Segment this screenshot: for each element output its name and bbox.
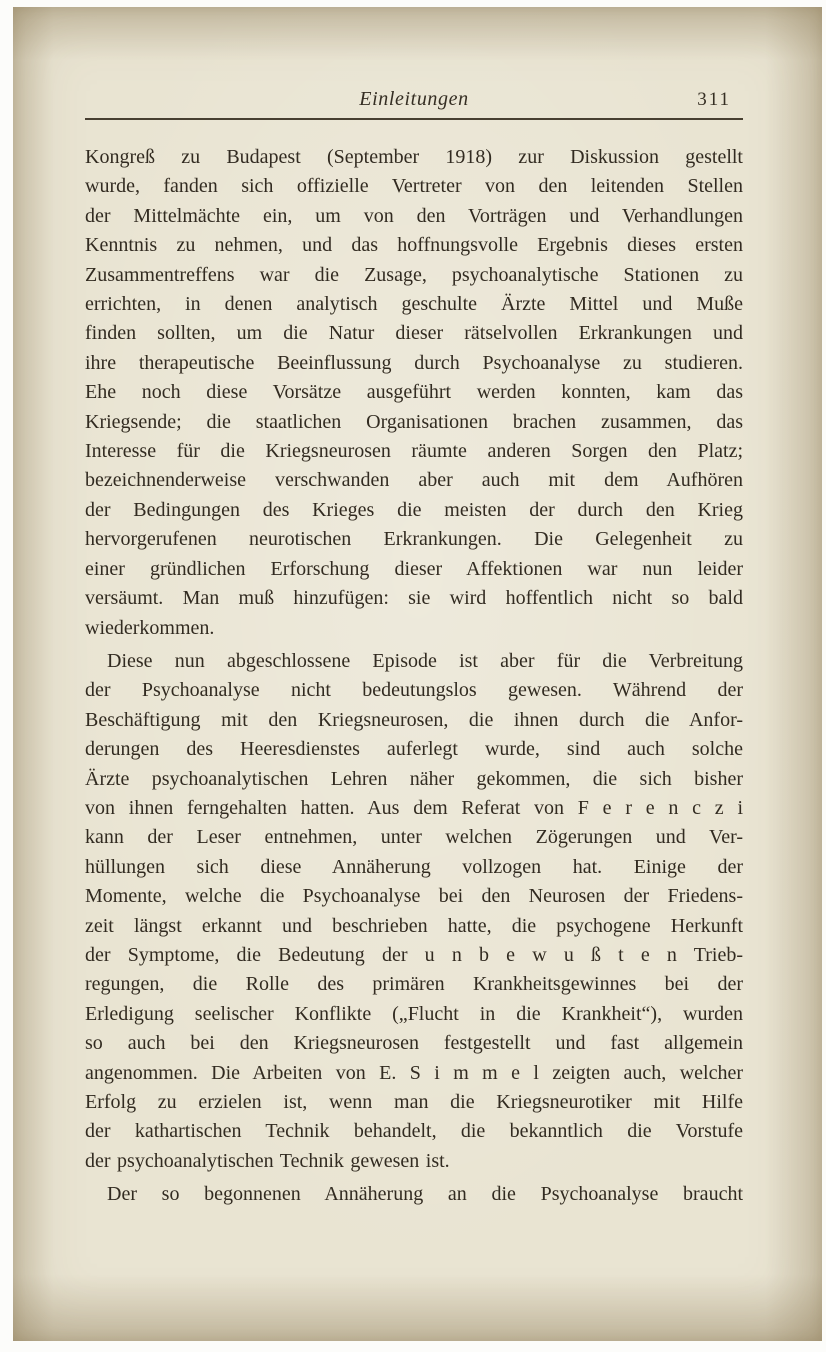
text-line: hervorgerufenen neurotischen Erkrankungen. Die Gelegenheit zu	[85, 528, 743, 551]
text-line: Ehe noch diese Vorsätze ausgeführt werden konnten, kam das	[85, 381, 743, 404]
text-line: derungen des Heeresdienstes auferlegt wurde, sind auch solche	[85, 738, 743, 761]
text-line: wiederkommen.	[85, 616, 215, 639]
text-line: der Mittelmächte ein, um von den Vorträgen und Verhandlungen	[85, 204, 743, 227]
page-number: 311	[697, 89, 731, 110]
running-title: Einleitungen	[359, 88, 469, 110]
text-line: Kriegsende; die staatlichen Organisationen brachen zusammen, das	[85, 410, 743, 433]
paragraph	[85, 647, 743, 1176]
text-line: Interesse für die Kriegsneurosen räumte anderen Sorgen den Platz;	[85, 440, 743, 463]
text-line: Diese nun abgeschlossene Episode ist aber für die Verbreitung	[107, 649, 743, 672]
text-line: Beschäftigung mit den Kriegsneurosen, die ihnen durch die Anfor-	[85, 708, 743, 731]
text-line: Erledigung seelischer Konflikte („Flucht in die Krankheit“), wurden	[85, 1002, 743, 1025]
text-line: Zusammentreffens war die Zusage, psychoanalytische Stationen zu	[85, 263, 743, 286]
text-line: Ärzte psychoanalytischen Lehren näher gekommen, die sich bisher	[85, 767, 743, 790]
text-line: kann der Leser entnehmen, unter welchen Zögerungen und Ver-	[85, 826, 743, 849]
page-header	[85, 88, 743, 116]
text-line: der Psychoanalyse nicht bedeutungslos gewesen. Während der	[85, 679, 743, 702]
paragraph	[85, 143, 743, 643]
text-line: von ihnen ferngehalten hatten. Aus dem Referat von F e r e n c z i	[85, 796, 743, 819]
text-line: der kathartischen Technik behandelt, die bekanntlich die Vorstufe	[85, 1120, 743, 1143]
text-line: Kenntnis zu nehmen, und das hoffnungsvolle Ergebnis dieses ersten	[85, 234, 743, 257]
text-line: hüllungen sich diese Annäherung vollzogen hat. Einige der	[85, 855, 743, 878]
text-line: der Symptome, die Bedeutung der u n b e w u ß t e n Trieb-	[85, 943, 743, 966]
text-line: wurde, fanden sich offizielle Vertreter von den leitenden Stellen	[85, 175, 743, 198]
text-line: finden sollten, um die Natur dieser rätselvollen Erkrankungen und	[85, 322, 743, 345]
text-line: Momente, welche die Psychoanalyse bei den Neurosen der Friedens-	[85, 885, 743, 908]
text-line: ihre therapeutische Beeinflussung durch Psychoanalyse zu studieren.	[85, 351, 743, 374]
text-line: der Bedingungen des Krieges die meisten der durch den Krieg	[85, 498, 743, 521]
text-line: Kongreß zu Budapest (September 1918) zur Diskussion gestellt	[85, 146, 743, 168]
text-line: Erfolg zu erzielen ist, wenn man die Kriegsneurotiker mit Hilfe	[85, 1091, 743, 1113]
paragraph	[85, 1180, 743, 1209]
text-line: zeit längst erkannt und beschrieben hatte, die psychogene Herkunft	[85, 914, 743, 937]
header-rule	[85, 118, 743, 120]
text-line: errichten, in denen analytisch geschulte Ärzte Mittel und Muße	[85, 293, 743, 316]
page-text	[85, 143, 743, 1210]
text-line: versäumt. Man muß hinzufügen: sie wird hoffentlich nicht so bald	[85, 587, 743, 610]
text-line: regungen, die Rolle des primären Krankheitsgewinnes bei der	[85, 973, 743, 996]
text-line: einer gründlichen Erforschung dieser Affektionen war nun leider	[85, 557, 743, 580]
text-line: Der so begonnenen Annäherung an die Psychoanalyse braucht	[107, 1183, 743, 1206]
book-page	[13, 7, 822, 1341]
text-line: angenommen. Die Arbeiten von E. S i m m e l zeigten auch, welcher	[85, 1061, 743, 1084]
text-line: der psychoanalytischen Technik gewesen ist.	[85, 1149, 450, 1172]
text-line: so auch bei den Kriegsneurosen festgestellt und fast allgemein	[85, 1032, 743, 1055]
text-line: bezeichnenderweise verschwanden aber auch mit dem Aufhören	[85, 469, 743, 492]
